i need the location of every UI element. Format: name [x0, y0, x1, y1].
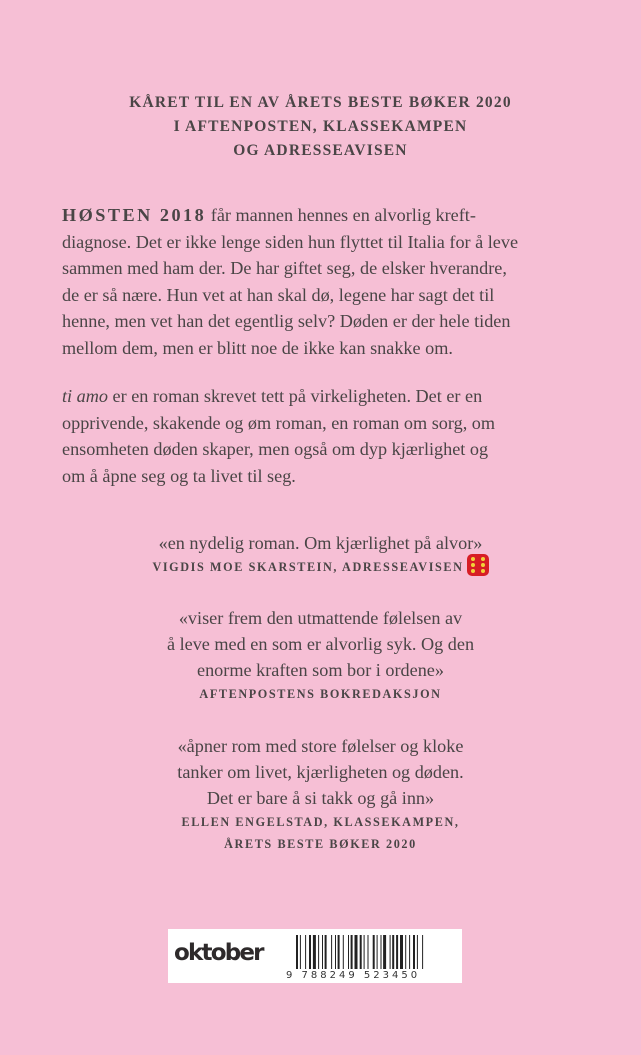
blurb-paragraph-1	[62, 202, 592, 361]
quote-line: enorme kraften som bor i ordene»	[197, 660, 444, 680]
blurb-line: ensomheten døden skaper, men også om dyp kjærlighet og	[62, 439, 489, 459]
barcode-bar	[409, 935, 410, 969]
review-quote-1	[0, 530, 641, 579]
quote-line: «en nydelig roman. Om kjærlighet på alvor»	[158, 533, 483, 553]
quote-line: Det er bare å si takk og gå inn»	[206, 788, 435, 808]
quote-source-text: VIGDIS MOE SKARSTEIN, ADRESSEAVISEN	[152, 560, 464, 574]
barcode-bar	[364, 935, 365, 969]
blurb-line	[62, 383, 592, 410]
blurb-line: de er så nære. Hun vet at han skal dø, legene har sagt det til	[62, 284, 495, 305]
blurb-line: opprivende, skakende og øm roman, en roman om sorg, om	[62, 412, 496, 433]
blurb-paragraph-2	[62, 383, 592, 489]
isbn-digits: 9 788249 523450	[286, 970, 421, 981]
barcode-bar	[355, 935, 358, 969]
publisher-logo: oktober	[174, 940, 263, 966]
barcode-panel	[168, 929, 462, 983]
barcode-bar	[335, 935, 336, 969]
barcode-bar	[325, 935, 327, 969]
barcode-bar	[392, 935, 394, 969]
quote-source: ÅRETS BESTE BØKER 2020	[224, 837, 417, 851]
barcode-bar	[383, 935, 386, 969]
barcode-bar	[296, 935, 298, 969]
dice-six-icon	[467, 554, 489, 576]
awards-banner	[0, 91, 641, 163]
review-quote-3	[0, 733, 641, 855]
barcode-bar	[351, 935, 353, 969]
barcode-bar	[396, 935, 398, 969]
blurb-line: henne, men vet han det egentlig selv? Døden er der hele tiden	[62, 311, 511, 331]
barcode-bar	[322, 935, 323, 969]
barcode-bar	[417, 935, 418, 969]
barcode-bar	[413, 935, 415, 969]
barcode-bar	[338, 935, 340, 969]
barcode-bar	[318, 935, 319, 969]
awards-line: KÅRET TIL EN AV ÅRETS BESTE BØKER 2020	[129, 94, 512, 111]
quote-line: tanker om livet, kjærligheten og døden.	[177, 762, 464, 782]
review-quote-2	[0, 605, 641, 705]
barcode-bar	[405, 935, 406, 969]
barcode-bar	[400, 935, 403, 969]
awards-line: OG ADRESSEAVISEN	[233, 142, 408, 159]
awards-line: I AFTENPOSTEN, KLASSEKAMPEN	[173, 118, 468, 135]
blurb-line: om å åpne seg og ta livet til seg.	[62, 465, 296, 486]
quote-line: «viser frem den utmattende følelsen av	[178, 608, 463, 628]
barcode-bar	[373, 935, 375, 969]
barcode-bar	[422, 935, 423, 969]
barcode-bar	[313, 935, 316, 969]
barcode-bar	[390, 935, 391, 969]
barcode-bar	[309, 935, 311, 969]
blurb-line	[62, 202, 592, 229]
barcode-bar	[300, 935, 301, 969]
blurb-lead: HØSTEN 2018	[62, 205, 207, 225]
book-title: ti amo	[62, 386, 108, 406]
blurb-line-text: får mannen hennes en alvorlig kreft-	[206, 205, 476, 225]
quote-source: AFTENPOSTENS BOKREDAKSJON	[199, 687, 442, 701]
barcode-bar	[368, 935, 369, 969]
blurb-line: mellom dem, men er blitt noe de ikke kan snakke om.	[62, 337, 453, 358]
quote-source: ELLEN ENGELSTAD, KLASSEKAMPEN,	[181, 815, 460, 829]
barcode-bar	[360, 935, 362, 969]
quote-line: å leve med en som er alvorlig syk. Og den	[166, 634, 475, 654]
quote-source	[0, 556, 641, 579]
blurb-line-text: er en roman skrevet tett på virkeligheten. Det er en	[107, 386, 483, 406]
barcode-bar	[381, 935, 382, 969]
quote-line: «åpner rom med store følelser og kloke	[177, 736, 464, 756]
barcode-icon	[296, 935, 456, 969]
barcode-bar	[331, 935, 332, 969]
blurb-line: sammen med ham der. De har giftet seg, de elsker hverandre,	[62, 258, 507, 278]
blurb-line: diagnose. Det er ikke lenge siden hun flyttet til Italia for å leve	[62, 231, 519, 252]
barcode-bar	[377, 935, 378, 969]
barcode-bar	[343, 935, 344, 969]
barcode-bar	[348, 935, 349, 969]
barcode-bar	[305, 935, 306, 969]
